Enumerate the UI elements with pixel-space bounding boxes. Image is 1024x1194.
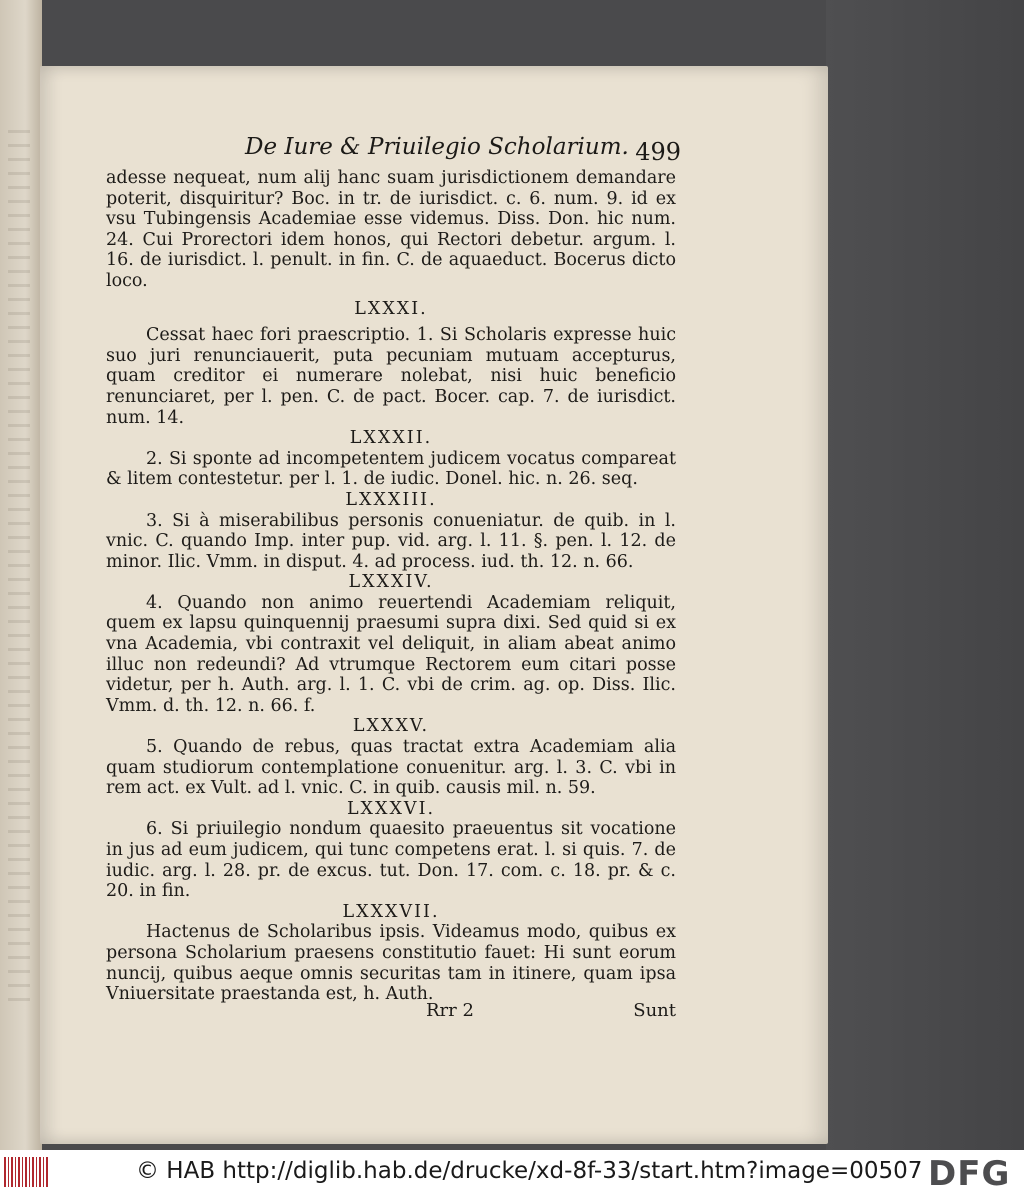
page-header	[245, 134, 681, 166]
section-heading: LXXXI.	[354, 298, 428, 319]
dfg-logo: DFG	[928, 1154, 1011, 1194]
section-heading: LXXXIII.	[345, 489, 437, 510]
paragraph: 2. Si sponte ad incompetentem judicem vocatus compareat & litem contestetur. per l. 1. de iudic. Donel. hic. n. 26. seq.	[106, 448, 676, 490]
running-title: De Iure & Priuilegio Scholarium.	[245, 134, 629, 160]
section-heading: LXXXII.	[349, 428, 433, 449]
paragraph: Cessat haec fori praescriptio. 1. Si Scholaris expresse huic suo juri renunciauerit, puta pecuniam mutuam accepturus, quam creditor ei numerare nolebat, nisi huic beneficio renunciaret, per l. pen. C. de pact. Bocer. cap. 7. de iurisdict. num. 14.	[106, 325, 676, 428]
page-footer	[106, 1000, 676, 1024]
viewer-footer-bar	[0, 1150, 1024, 1194]
page-body-text	[106, 168, 676, 1005]
catchword: Sunt	[633, 1000, 676, 1021]
paragraph: 6. Si priuilegio nondum quaesito praeuentus sit vocatione in jus ad eum judicem, qui tunc competens erat. l. si quis. 7. de iudic. arg. l. 28. pr. de excus. tut. Don. 17. com. c. 18. pr. & c. 20. in fin.	[106, 819, 676, 902]
book-background	[826, 0, 1024, 1150]
signature-mark: Rrr 2	[426, 1000, 474, 1021]
section-heading: LXXXIV.	[348, 572, 434, 593]
page-number: 499	[635, 138, 681, 166]
section-heading: LXXXVII.	[342, 901, 440, 922]
paragraph: 3. Si à miserabilibus personis conueniatur. de quib. in l. vnic. C. quando Imp. inter pup. vid. arg. l. 11. §. pen. l. 12. de minor. Ilic. Vmm. in disput. 4. ad process. iud. th. 12. n. 66.	[106, 510, 676, 572]
paragraph: Hactenus de Scholaribus ipsis. Videamus modo, quibus ex persona Scholarium praesens constitutio fauet: Hi sunt eorum nuncij, quibus aeque omnis securitas tam in itinere, quam ipsa Vniuersitate praestanda est, h. Auth.	[106, 922, 676, 1005]
adjacent-page-edge	[0, 0, 42, 1150]
hab-barcode-icon	[4, 1157, 48, 1187]
paragraph: adesse nequeat, num alij hanc suam jurisdictionem demandare poterit, disquiritur? Boc. in tr. de iurisdict. c. 6. num. 9. id ex vsu Tubingensis Academiae esse videmus. Diss. Don. hic num. 24. Cui Prorectori idem honos, qui Rectori debetur. argum. l. 16. de iurisdict. l. penult. in fin. C. de aquaeduct. Bocerus dicto loco.	[106, 168, 676, 291]
section-heading: LXXXV.	[352, 716, 430, 737]
paragraph: 4. Quando non animo reuertendi Academiam reliquit, quem ex lapsu quinquennij praesumi supra dixi. Sed quid si ex vna Academia, vbi contraxit vel deliquit, in aliam abeat animo illuc non redeundi? Ad vtrumque Rectorem eum citari posse videtur, per h. Auth. arg. l. 1. C. vbi de crim. ag. op. Diss. Ilic. Vmm. d. th. 12. n. 66. f.	[106, 592, 676, 716]
paragraph: 5. Quando de rebus, quas tractat extra Academiam alia quam studiorum contemplatione conuenitur. arg. l. 3. C. vbi in rem act. ex Vult. ad l. vnic. C. in quib. causis mil. n. 59.	[106, 737, 676, 799]
credit-link[interactable]: © HAB http://diglib.hab.de/drucke/xd-8f-33/start.htm?image=00507	[136, 1158, 923, 1184]
section-heading: LXXXVI.	[346, 798, 436, 819]
